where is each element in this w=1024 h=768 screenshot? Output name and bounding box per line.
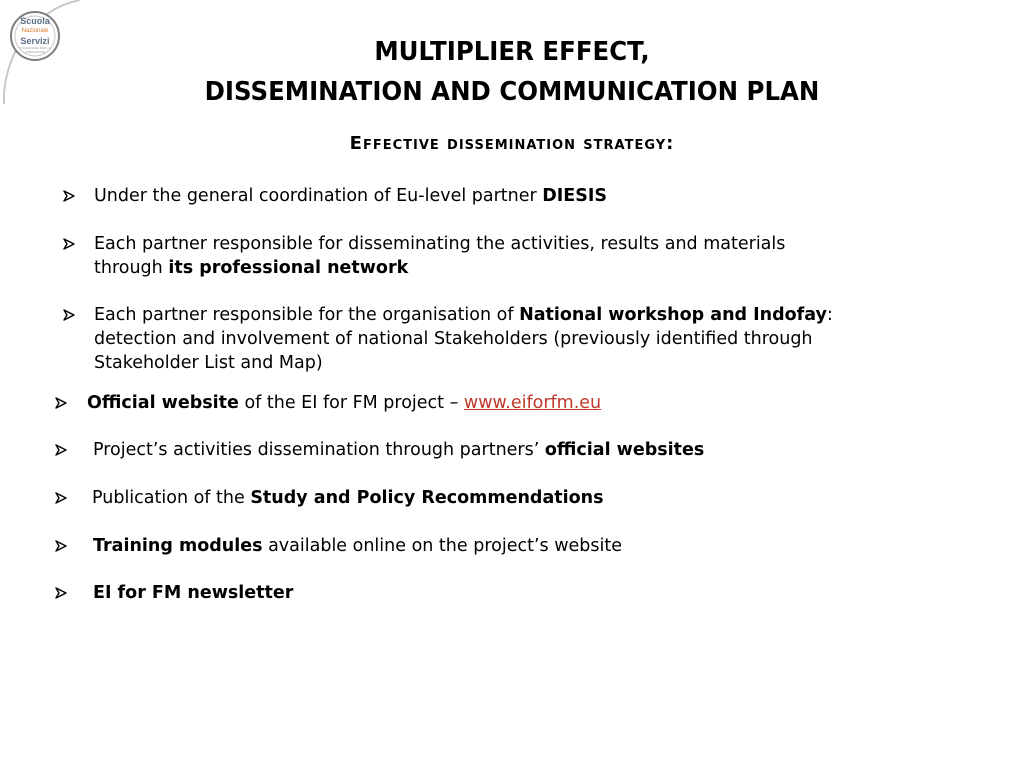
bullet-text-bold: National workshop and Indofay <box>519 305 827 325</box>
bullet-text-part: Each partner responsible for the organisation of <box>94 305 520 325</box>
bullet-text-bold: Official website <box>87 393 239 413</box>
logo-line-2: Nazionale <box>21 28 49 34</box>
arrowhead-bullet-icon <box>54 586 68 600</box>
bullet-text-bold: official websites <box>544 440 705 460</box>
bullet-text-bold: Training modules <box>93 536 263 556</box>
arrowhead-bullet-icon <box>54 491 68 505</box>
page-title-line-2: DISSEMINATION AND COMMUNICATION PLAN <box>204 77 820 107</box>
bullet-text <box>92 486 952 510</box>
bullet-text <box>94 184 954 208</box>
bullet-text-part: detection and involvement of national Stakeholders (previously identified through <box>94 329 813 349</box>
section-subtitle: Effective dissemination strategy: <box>349 133 675 154</box>
bullet-text <box>93 534 953 558</box>
bullet-text <box>87 391 947 415</box>
bullet-text-part: available online on the project’s website <box>262 536 622 556</box>
logo-line-1: Scuola <box>20 16 50 26</box>
page-title <box>31 32 994 112</box>
bullet-text-part: Project’s activities dissemination through partners’ <box>93 440 545 460</box>
arrowhead-bullet-icon <box>62 308 76 322</box>
bullet-text-part: Stakeholder List and Map) <box>94 353 323 373</box>
arrowhead-bullet-icon <box>54 539 68 553</box>
arrowhead-bullet-icon <box>54 396 68 410</box>
bullet-text-part: Under the general coordination of Eu-level partner <box>94 186 543 206</box>
logo-line-4: FONDAZIONE PER LA FORMAZIONE <box>19 46 51 54</box>
arrowhead-bullet-icon <box>54 443 68 457</box>
bullet-text-bold: EI for FM newsletter <box>93 583 294 603</box>
bullet-text-part: of the EI for FM project – <box>238 393 464 413</box>
page-title-line-1: MULTIPLIER EFFECT, <box>374 37 650 67</box>
bullet-text <box>93 438 953 462</box>
bullet-text <box>94 303 964 375</box>
bullet-text-part: through <box>94 258 169 278</box>
bullet-text-bold: Study and Policy Recommendations <box>250 488 604 508</box>
bullet-text-part: Each partner responsible for disseminating the activities, results and materials <box>94 234 786 254</box>
website-link[interactable]: www.eiforfm.eu <box>463 393 602 413</box>
arrowhead-bullet-icon <box>62 237 76 251</box>
bullet-text-bold: its professional network <box>168 258 409 278</box>
arrowhead-bullet-icon <box>62 189 76 203</box>
bullet-text-part: Publication of the <box>92 488 251 508</box>
bullet-text <box>94 232 954 280</box>
bullet-text-part: : <box>826 305 833 325</box>
logo-line-3: Servizi <box>20 36 50 46</box>
bullet-text-bold: DIESIS <box>542 186 607 206</box>
bullet-text <box>93 581 953 605</box>
